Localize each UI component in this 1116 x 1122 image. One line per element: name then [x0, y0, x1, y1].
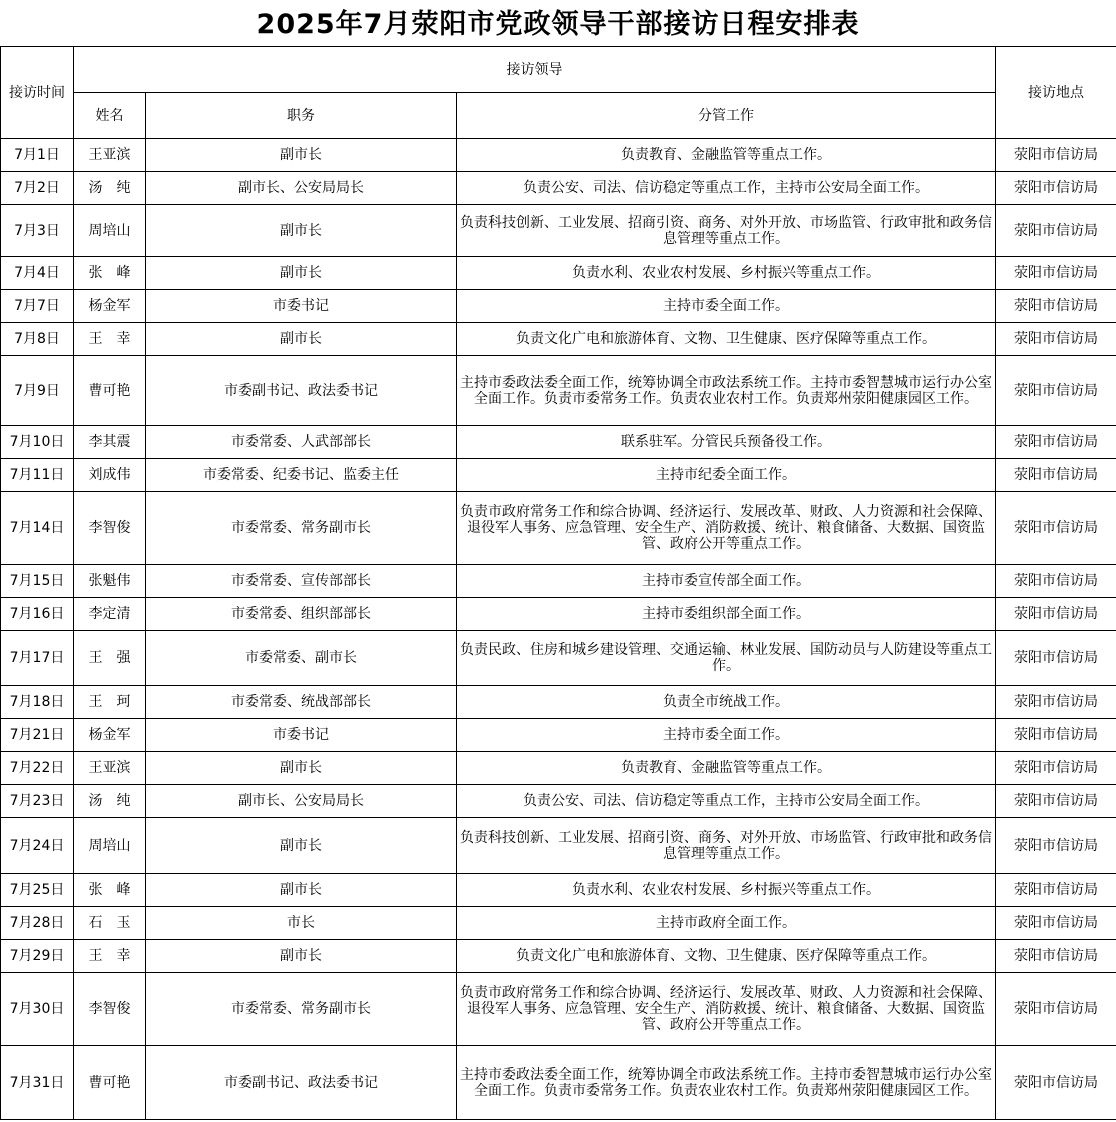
location-cell: 荥阳市信访局: [996, 818, 1116, 874]
table-row: [1, 598, 1116, 631]
date-cell: 7月21日: [1, 719, 74, 752]
table-row: [1, 785, 1116, 818]
date-cell: 7月16日: [1, 598, 74, 631]
position-cell: 市委副书记、政法委书记: [146, 1046, 457, 1120]
name-cell: 李定清: [74, 598, 146, 631]
date-cell: 7月15日: [1, 565, 74, 598]
position-cell: 市委常委、常务副市长: [146, 492, 457, 565]
date-cell: 7月17日: [1, 631, 74, 686]
duties-cell: 主持市委政法委全面工作，统筹协调全市政法系统工作。主持市委智慧城市运行办公室全面工作。负责市委常务工作。负责农业农村工作。负责郑州荥阳健康园区工作。: [457, 356, 996, 426]
name-cell: 张 峰: [74, 257, 146, 290]
duties-cell: 负责科技创新、工业发展、招商引资、商务、对外开放、市场监管、行政审批和政务信息管理等重点工作。: [457, 818, 996, 874]
duties-cell: 负责水利、农业农村发展、乡村振兴等重点工作。: [457, 874, 996, 907]
name-cell: 王 幸: [74, 940, 146, 973]
duties-cell: 负责公安、司法、信访稳定等重点工作，主持市公安局全面工作。: [457, 785, 996, 818]
date-cell: 7月31日: [1, 1046, 74, 1120]
table-header: [1, 47, 1116, 139]
header-leader: 接访领导: [74, 47, 996, 93]
date-cell: 7月24日: [1, 818, 74, 874]
duties-cell: 负责教育、金融监管等重点工作。: [457, 139, 996, 172]
duties-cell: 主持市委组织部全面工作。: [457, 598, 996, 631]
date-cell: 7月23日: [1, 785, 74, 818]
name-cell: 汤 纯: [74, 172, 146, 205]
location-cell: 荥阳市信访局: [996, 1046, 1116, 1120]
table-row: [1, 459, 1116, 492]
name-cell: 周培山: [74, 818, 146, 874]
date-cell: 7月9日: [1, 356, 74, 426]
table-row: [1, 290, 1116, 323]
table-row: [1, 492, 1116, 565]
name-cell: 王亚滨: [74, 752, 146, 785]
location-cell: 荥阳市信访局: [996, 290, 1116, 323]
table-row: [1, 139, 1116, 172]
location-cell: 荥阳市信访局: [996, 426, 1116, 459]
position-cell: 市委常委、常务副市长: [146, 973, 457, 1046]
position-cell: 市委常委、统战部部长: [146, 686, 457, 719]
duties-cell: 主持市委全面工作。: [457, 719, 996, 752]
name-cell: 李智俊: [74, 492, 146, 565]
location-cell: 荥阳市信访局: [996, 874, 1116, 907]
table-row: [1, 686, 1116, 719]
date-cell: 7月22日: [1, 752, 74, 785]
duties-cell: 负责公安、司法、信访稳定等重点工作，主持市公安局全面工作。: [457, 172, 996, 205]
table-row: [1, 940, 1116, 973]
header-time: 接访时间: [1, 47, 74, 139]
position-cell: 市委常委、宣传部部长: [146, 565, 457, 598]
page-title: 2025年7月荥阳市党政领导干部接访日程安排表: [256, 9, 860, 40]
location-cell: 荥阳市信访局: [996, 205, 1116, 257]
duties-cell: 负责教育、金融监管等重点工作。: [457, 752, 996, 785]
name-cell: 杨金军: [74, 719, 146, 752]
position-cell: 副市长: [146, 257, 457, 290]
position-cell: 副市长: [146, 323, 457, 356]
date-cell: 7月8日: [1, 323, 74, 356]
duties-cell: 主持市政府全面工作。: [457, 907, 996, 940]
date-cell: 7月30日: [1, 973, 74, 1046]
duties-cell: 联系驻军。分管民兵预备役工作。: [457, 426, 996, 459]
position-cell: 副市长、公安局局长: [146, 172, 457, 205]
name-cell: 张 峰: [74, 874, 146, 907]
table-row: [1, 426, 1116, 459]
name-cell: 王 珂: [74, 686, 146, 719]
position-cell: 副市长: [146, 818, 457, 874]
table-row: [1, 818, 1116, 874]
table-row: [1, 719, 1116, 752]
name-cell: 杨金军: [74, 290, 146, 323]
table-row: [1, 631, 1116, 686]
location-cell: 荥阳市信访局: [996, 172, 1116, 205]
date-cell: 7月3日: [1, 205, 74, 257]
position-cell: 市委常委、副市长: [146, 631, 457, 686]
name-cell: 曹可艳: [74, 1046, 146, 1120]
duties-cell: 负责市政府常务工作和综合协调、经济运行、发展改革、财政、人力资源和社会保障、退役军人事务、应急管理、安全生产、消防救援、统计、粮食储备、大数据、国资监管、政府公开等重点工作。: [457, 973, 996, 1046]
duties-cell: 负责水利、农业农村发展、乡村振兴等重点工作。: [457, 257, 996, 290]
table-row: [1, 323, 1116, 356]
location-cell: 荥阳市信访局: [996, 323, 1116, 356]
table-body: [1, 139, 1116, 1120]
table-row: [1, 1046, 1116, 1120]
date-cell: 7月25日: [1, 874, 74, 907]
duties-cell: 负责全市统战工作。: [457, 686, 996, 719]
header-duties: 分管工作: [457, 93, 996, 139]
name-cell: 王亚滨: [74, 139, 146, 172]
position-cell: 市委常委、组织部部长: [146, 598, 457, 631]
position-cell: 副市长: [146, 139, 457, 172]
location-cell: 荥阳市信访局: [996, 565, 1116, 598]
name-cell: 王 幸: [74, 323, 146, 356]
duties-cell: 主持市委全面工作。: [457, 290, 996, 323]
header-position: 职务: [146, 93, 457, 139]
name-cell: 曹可艳: [74, 356, 146, 426]
location-cell: 荥阳市信访局: [996, 973, 1116, 1046]
location-cell: 荥阳市信访局: [996, 785, 1116, 818]
date-cell: 7月7日: [1, 290, 74, 323]
location-cell: 荥阳市信访局: [996, 492, 1116, 565]
name-cell: 李其震: [74, 426, 146, 459]
date-cell: 7月10日: [1, 426, 74, 459]
name-cell: 张魁伟: [74, 565, 146, 598]
location-cell: 荥阳市信访局: [996, 139, 1116, 172]
table-row: [1, 172, 1116, 205]
duties-cell: 主持市纪委全面工作。: [457, 459, 996, 492]
date-cell: 7月29日: [1, 940, 74, 973]
name-cell: 汤 纯: [74, 785, 146, 818]
position-cell: 副市长: [146, 940, 457, 973]
name-cell: 李智俊: [74, 973, 146, 1046]
duties-cell: 负责市政府常务工作和综合协调、经济运行、发展改革、财政、人力资源和社会保障、退役军人事务、应急管理、安全生产、消防救援、统计、粮食储备、大数据、国资监管、政府公开等重点工作。: [457, 492, 996, 565]
duties-cell: 负责科技创新、工业发展、招商引资、商务、对外开放、市场监管、行政审批和政务信息管理等重点工作。: [457, 205, 996, 257]
location-cell: 荥阳市信访局: [996, 752, 1116, 785]
position-cell: 副市长、公安局局长: [146, 785, 457, 818]
location-cell: 荥阳市信访局: [996, 631, 1116, 686]
position-cell: 市委副书记、政法委书记: [146, 356, 457, 426]
position-cell: 市委常委、人武部部长: [146, 426, 457, 459]
position-cell: 副市长: [146, 205, 457, 257]
duties-cell: 主持市委宣传部全面工作。: [457, 565, 996, 598]
date-cell: 7月14日: [1, 492, 74, 565]
duties-cell: 主持市委政法委全面工作，统筹协调全市政法系统工作。主持市委智慧城市运行办公室全面工作。负责市委常务工作。负责农业农村工作。负责郑州荥阳健康园区工作。: [457, 1046, 996, 1120]
date-cell: 7月1日: [1, 139, 74, 172]
table-row: [1, 205, 1116, 257]
location-cell: 荥阳市信访局: [996, 719, 1116, 752]
table-row: [1, 874, 1116, 907]
date-cell: 7月2日: [1, 172, 74, 205]
date-cell: 7月18日: [1, 686, 74, 719]
name-cell: 刘成伟: [74, 459, 146, 492]
date-cell: 7月4日: [1, 257, 74, 290]
table-row: [1, 907, 1116, 940]
table-row: [1, 565, 1116, 598]
location-cell: 荥阳市信访局: [996, 356, 1116, 426]
header-location: 接访地点: [996, 47, 1116, 139]
location-cell: 荥阳市信访局: [996, 940, 1116, 973]
location-cell: 荥阳市信访局: [996, 598, 1116, 631]
name-cell: 周培山: [74, 205, 146, 257]
name-cell: 王 强: [74, 631, 146, 686]
position-cell: 市委常委、纪委书记、监委主任: [146, 459, 457, 492]
duties-cell: 负责文化广电和旅游体育、文物、卫生健康、医疗保障等重点工作。: [457, 323, 996, 356]
schedule-table: [0, 46, 1116, 1120]
position-cell: 副市长: [146, 874, 457, 907]
header-name: 姓名: [74, 93, 146, 139]
location-cell: 荥阳市信访局: [996, 459, 1116, 492]
location-cell: 荥阳市信访局: [996, 686, 1116, 719]
duties-cell: 负责民政、住房和城乡建设管理、交通运输、林业发展、国防动员与人防建设等重点工作。: [457, 631, 996, 686]
date-cell: 7月11日: [1, 459, 74, 492]
duties-cell: 负责文化广电和旅游体育、文物、卫生健康、医疗保障等重点工作。: [457, 940, 996, 973]
position-cell: 市委书记: [146, 290, 457, 323]
position-cell: 副市长: [146, 752, 457, 785]
name-cell: 石 玉: [74, 907, 146, 940]
position-cell: 市委书记: [146, 719, 457, 752]
table-row: [1, 752, 1116, 785]
table-row: [1, 356, 1116, 426]
location-cell: 荥阳市信访局: [996, 907, 1116, 940]
table-row: [1, 257, 1116, 290]
table-row: [1, 973, 1116, 1046]
date-cell: 7月28日: [1, 907, 74, 940]
location-cell: 荥阳市信访局: [996, 257, 1116, 290]
position-cell: 市长: [146, 907, 457, 940]
